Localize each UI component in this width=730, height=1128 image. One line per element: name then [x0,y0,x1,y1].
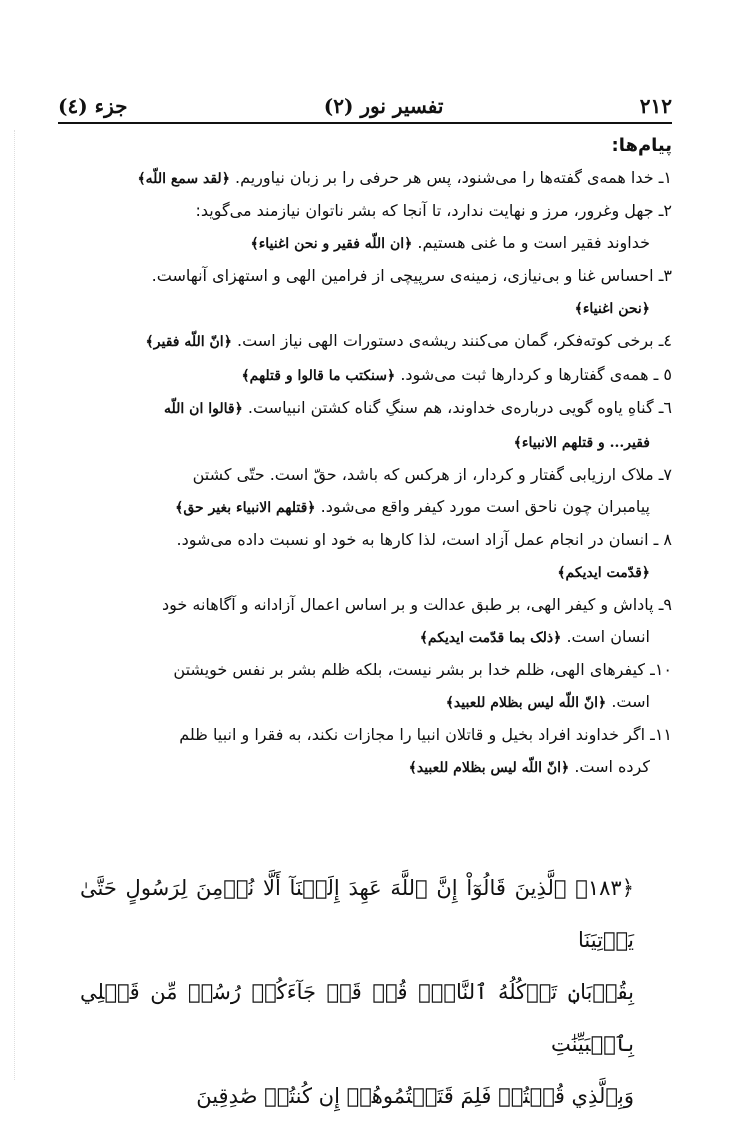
message-text-cont: است. [611,691,650,711]
ayah-quote-cont: فقیر... و قتلهم الانبیاء﴾ [513,434,650,451]
message-text: ٧ـ ملاک ارزیابی گفتار و کردار، از هرکس که باشد، حقّ است. حتّی کشتن [192,465,672,484]
ayah-quote: ﴿ذلک بما قدّمت ایدیکم﴾ [419,629,562,646]
verse-line-2: بِقُرۡبَانٖ تَأۡكُلُهُ ٱلنَّارُۗ قُلۡ قَدۡ جَآءَكُمۡ رُسُلٞ مِّن قَبۡلِي بِٱلۡبَيِّنَٰتِ [80,980,634,1056]
message-text: ٨ ـ انسان در انجام عمل آزاد است، لذا کارها به خود او نسبت داده می‌شود. [176,530,672,549]
message-text-cont: کرده است. [574,756,650,776]
message-item-5 [58,359,672,393]
message-text-cont: پیامبران چون ناحق است مورد کیفر واقع می‌شود. [320,496,650,516]
verse-line-1: ﴿١٨٣﴾ ٱلَّذِينَ قَالُوٓاْ إِنَّ ٱللَّهَ عَهِدَ إِلَيۡنَآ أَلَّا نُؤۡمِنَ لِرَسُولٍ حَتَّىٰ يَأۡتِيَنَا [80,876,634,952]
ayah-quote: ﴿قدّمت ایدیکم﴾ [557,564,650,581]
message-continuation [58,227,672,261]
message-text: ٣ـ احساس غنا و بی‌نیازی، زمینه‌ی سرپیچی از فرامین الهی و استهزای آنهاست. [151,266,672,285]
ayah-quote: ﴿قتلهم الانبیاء بغیر حق﴾ [175,499,316,516]
message-text: ٦ـ گناهِ یاوه گویی درباره‌ی خداوند، هم سنگِ گناه کشتن انبیاست. [247,398,672,417]
quran-verse [80,862,634,1122]
message-continuation [58,426,672,460]
ayah-quote: ﴿انّ اللّه لیس بظلام للعبید﴾ [445,694,607,711]
book-title: تفسیر نور (٢) [323,94,444,118]
ayah-quote: ﴿لقد سمع اللّه﴾ [137,170,230,187]
message-text-cont: انسان است. [566,626,650,646]
message-continuation [58,292,672,326]
message-item-11 [58,719,672,784]
message-continuation [58,491,672,525]
ayah-quote: ﴿انّ اللّه فقیر﴾ [145,334,232,350]
message-continuation [58,686,672,720]
section-title: پیام‌ها: [611,135,672,156]
message-item-7 [58,459,672,524]
message-item-6 [58,392,672,459]
ayah-quote: ﴿سنکتب ما قالوا و قتلهم﴾ [241,367,396,384]
message-continuation [58,621,672,655]
part-label: جزء (٤) [58,94,128,118]
message-item-1 [58,162,672,196]
message-text-cont: خداوند فقیر است و ما غنی هستیم. [417,232,650,252]
message-text: ٤ـ برخی کوته‌فکر، گمان می‌کنند ریشه‌ی دستورات الهی نیاز است. [237,331,672,350]
ayah-quote: ﴿قالوا ان اللّه [164,401,243,417]
messages-section [58,130,672,784]
scan-edge-mark [14,130,15,1080]
ayah-quote: ﴿انّ اللّه لیس بظلام للعبید﴾ [408,759,570,776]
ayah-quote: ﴿ان اللّه فقیر و نحن اغنیاء﴾ [250,235,413,252]
message-item-8 [58,524,672,589]
header-divider [58,122,672,124]
message-item-2 [58,195,672,260]
message-text: ٩ـ پاداش و کیفر الهی، بر طبق عدالت و بر اساس اعمال آزادانه و آگاهانه خود [162,595,672,614]
page-number: ٢١٢ [639,94,672,118]
message-text: ٥ ـ همه‌ی گفتارها و کردارها ثبت می‌شود. [400,364,672,384]
message-item-9 [58,589,672,654]
message-text: ١١ـ اگر خداوند افراد بخیل و قاتلان انبیا را مجازات نکند، به فقرا و انبیا ظلم [179,725,672,744]
verse-line-3: وَبِٱلَّذِي قُلۡتُمۡ فَلِمَ قَتَلۡتُمُوهُمۡ إِن كُنتُمۡ صَٰدِقِينَ [196,1084,634,1108]
message-text: ١ـ خدا همه‌ی گفته‌ها را می‌شنود، پس هر حرفی را بر زبان نیاوریم. [234,167,672,187]
message-item-10 [58,654,672,719]
message-text: ١٠ـ کیفرهای الهی، ظلم خدا بر بشر نیست، بلکه ظلم بشر بر نفس خویشتن [173,660,672,679]
page-header [58,84,672,118]
message-continuation [58,751,672,785]
message-text: ٢ـ جهل وغرور، مرز و نهایت ندارد، تا آنجا که بشر ناتوان نیازمند می‌گوید: [195,201,672,220]
message-continuation [58,556,672,590]
message-item-3 [58,260,672,325]
message-item-4 [58,325,672,359]
ayah-quote: ﴿نحن اغنیاء﴾ [574,300,650,317]
